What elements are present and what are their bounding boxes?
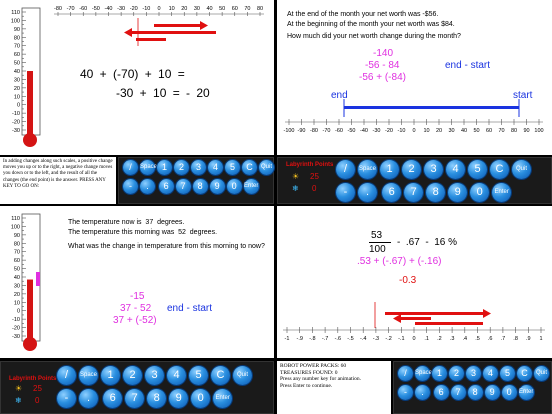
key-7[interactable]: 7 <box>404 183 423 202</box>
q4-arrow-2 <box>401 317 431 320</box>
q1-arrow-2-head <box>124 28 132 37</box>
thermo-tick-label: 40 <box>13 275 20 281</box>
q1-mercury <box>27 71 33 136</box>
key-9[interactable]: 9 <box>210 179 225 194</box>
key-6[interactable]: 6 <box>103 389 122 408</box>
key-1[interactable]: 1 <box>101 366 120 385</box>
thermo-tick-label: 100 <box>10 18 20 25</box>
key-0[interactable]: 0 <box>191 389 210 408</box>
q2-start-label: start <box>513 90 533 101</box>
key-4[interactable]: 4 <box>446 160 465 179</box>
q1-scale-tick-label: 80 <box>256 6 264 12</box>
q2-number-line <box>277 95 552 155</box>
axis-tick-label: .6 <box>487 336 493 342</box>
q1-scale-tick-label: -60 <box>79 6 88 12</box>
key-space[interactable]: Space <box>140 160 155 175</box>
axis-tick-label: 0 <box>412 336 416 342</box>
key-0[interactable]: 0 <box>470 183 489 202</box>
thermo-tick-label: 40 <box>13 69 20 75</box>
axis-tick-label: 90 <box>523 128 530 134</box>
thermo-tick-label: -20 <box>12 325 20 332</box>
key-8[interactable]: 8 <box>468 385 483 400</box>
key-6[interactable]: 6 <box>382 183 401 202</box>
thermo-tick-label: -20 <box>12 119 20 126</box>
q3-answer-1: -15 <box>130 291 145 302</box>
key-3[interactable]: 3 <box>424 160 443 179</box>
labyrinth-title: Labyrinth Points <box>286 162 334 168</box>
q1-scale-tick-label: -30 <box>117 6 126 12</box>
key-minus[interactable]: - <box>336 183 355 202</box>
key-3[interactable]: 3 <box>191 160 206 175</box>
axis-tick-label: 0 <box>412 128 416 134</box>
key-dot[interactable]: . <box>415 385 430 400</box>
q3-change-marker <box>36 272 40 286</box>
labyrinth-zero-2: 0 <box>35 396 40 405</box>
axis-tick-label: -.8 <box>309 336 316 342</box>
q1-scale-tick-label: -20 <box>129 6 138 12</box>
key-8[interactable]: 8 <box>426 183 445 202</box>
q4-expression-rest: - .67 - 16 % <box>397 237 458 248</box>
q1-scale-tick-label: -50 <box>91 6 100 12</box>
thermo-tick-label: 30 <box>13 283 20 290</box>
thermo-tick-label: -30 <box>12 334 20 340</box>
axis-tick-label: -.9 <box>296 336 303 342</box>
snowflake-icon-2: ❄ <box>15 396 22 405</box>
key-quit[interactable]: Quit <box>233 366 252 385</box>
q1-arrow-2 <box>132 31 216 34</box>
axis-tick-label: .9 <box>526 336 531 342</box>
key-6[interactable]: 6 <box>434 385 449 400</box>
axis-tick-label: -30 <box>372 128 381 134</box>
sun-icon: ☀ <box>292 172 300 181</box>
key-slash[interactable]: / <box>336 160 355 179</box>
key-slash[interactable]: / <box>57 366 76 385</box>
axis-tick-label: -80 <box>310 128 318 134</box>
key-enter[interactable]: Enter <box>519 385 534 400</box>
q1-scale-tick-label: -80 <box>54 6 62 12</box>
thermo-tick-label: 10 <box>13 300 20 307</box>
thermo-tick-label: 30 <box>13 77 20 84</box>
q4-fraction-denominator: 100 <box>369 244 386 255</box>
key-quit[interactable]: Quit <box>534 366 549 381</box>
key-8[interactable]: 8 <box>147 389 166 408</box>
key-7[interactable]: 7 <box>176 179 191 194</box>
key-c[interactable]: C <box>242 160 257 175</box>
key-2[interactable]: 2 <box>402 160 421 179</box>
thermo-tick-label: 10 <box>13 94 20 101</box>
key-quit[interactable]: Quit <box>512 160 531 179</box>
q1-scale-tick-label: -70 <box>66 6 75 12</box>
key-minus[interactable]: - <box>398 385 413 400</box>
q1-scale-tick-label: 10 <box>168 6 175 12</box>
thermo-tick-label: 20 <box>13 85 20 92</box>
thermo-tick-label: 50 <box>13 266 20 273</box>
q4-result: -0.3 <box>399 275 417 286</box>
key-5[interactable]: 5 <box>225 160 240 175</box>
q3-answer-3: 37 + (-52) <box>113 315 157 326</box>
key-space[interactable]: Space <box>79 366 98 385</box>
key-c[interactable]: C <box>517 366 532 381</box>
key-enter[interactable]: Enter <box>492 183 511 202</box>
axis-tick-label: -50 <box>347 128 356 134</box>
key-4[interactable]: 4 <box>208 160 223 175</box>
key-2[interactable]: 2 <box>123 366 142 385</box>
q1-scale-tick-label: -10 <box>142 6 151 12</box>
q3-bulb <box>23 337 37 351</box>
axis-tick-label: -20 <box>385 128 393 134</box>
axis-tick-label: 40 <box>460 128 468 134</box>
q3-answer-2: 37 - 52 <box>120 303 152 314</box>
q2-answer-3: -56 + (-84) <box>359 72 406 83</box>
axis-tick-label: -.1 <box>398 336 405 342</box>
key-dot[interactable]: . <box>358 183 377 202</box>
key-space[interactable]: Space <box>415 366 430 381</box>
key-4[interactable]: 4 <box>483 366 498 381</box>
key-space[interactable]: Space <box>358 160 377 179</box>
key-5[interactable]: 5 <box>468 160 487 179</box>
key-7[interactable]: 7 <box>125 389 144 408</box>
key-slash[interactable]: / <box>123 160 138 175</box>
axis-tick-label: 60 <box>485 128 493 134</box>
thermo-tick-label: 0 <box>16 102 20 109</box>
q2-line-1: At the end of the month your net worth was -$56. <box>287 11 439 18</box>
q1-thermometer <box>2 0 42 155</box>
q4-answer: .53 + (-.67) + (-.16) <box>357 256 442 267</box>
thermo-tick-label: -10 <box>12 317 20 324</box>
q4-arrow-1-head <box>483 309 491 318</box>
key-enter[interactable]: Enter <box>213 389 232 408</box>
axis-tick-label: -90 <box>297 128 306 134</box>
thermo-tick-label: 100 <box>10 224 20 231</box>
key-9[interactable]: 9 <box>485 385 500 400</box>
q3-hint: end - start <box>167 303 213 314</box>
key-4[interactable]: 4 <box>167 366 186 385</box>
q4-arrow-3 <box>415 322 483 325</box>
q1-arrow-1 <box>154 24 200 27</box>
q4-panel <box>277 206 552 358</box>
sun-icon-2: ☀ <box>15 384 23 393</box>
thermo-tick-label: 90 <box>13 232 20 239</box>
axis-tick-label: 50 <box>473 128 480 134</box>
axis-tick-label: .8 <box>513 336 518 342</box>
q1-panel <box>0 0 274 155</box>
keypad-1 <box>118 157 274 204</box>
key-slash[interactable]: / <box>398 366 413 381</box>
q1-scale-tick-label: 20 <box>181 6 188 12</box>
q4-arrow-1 <box>385 312 483 315</box>
q1-number-scale <box>44 0 274 50</box>
axis-tick-label: 30 <box>448 128 455 134</box>
key-8[interactable]: 8 <box>193 179 208 194</box>
axis-tick-label: -.7 <box>321 336 329 342</box>
q2-span-bar <box>344 106 519 109</box>
q1-scale-tick-label: -40 <box>104 6 113 12</box>
q3-line-2: The temperature this morning was 52 degrees. <box>68 229 218 236</box>
key-0[interactable]: 0 <box>502 385 517 400</box>
axis-tick-label: 100 <box>534 128 544 134</box>
status-animation-hint: Press any number key for animation. <box>280 376 361 383</box>
thermo-tick-label: 110 <box>11 216 20 222</box>
axis-tick-label: 10 <box>423 128 430 134</box>
keypad-2 <box>277 157 552 204</box>
q4-number-line <box>277 298 552 358</box>
key-c[interactable]: C <box>490 160 509 179</box>
axis-tick-label: 80 <box>510 128 518 134</box>
thermo-tick-label: 70 <box>13 43 20 50</box>
axis-tick-label: .3 <box>449 336 455 342</box>
q2-answer-2: -56 - 84 <box>365 60 400 71</box>
key-c[interactable]: C <box>211 366 230 385</box>
key-2[interactable]: 2 <box>174 160 189 175</box>
key-3[interactable]: 3 <box>145 366 164 385</box>
labyrinth-zero: 0 <box>312 184 317 193</box>
axis-tick-label: -70 <box>322 128 331 134</box>
axis-tick-label: .2 <box>437 336 442 342</box>
thermo-tick-label: 110 <box>11 10 20 16</box>
status-power-packs: ROBOT POWER PACKS: 60 <box>280 363 347 369</box>
key-dot[interactable]: . <box>79 389 98 408</box>
axis-tick-label: -.4 <box>359 336 367 342</box>
key-5[interactable]: 5 <box>189 366 208 385</box>
q4-fraction-bar <box>369 242 391 243</box>
key-5[interactable]: 5 <box>500 366 515 381</box>
thermo-tick-label: 80 <box>13 241 20 248</box>
thermo-tick-label: 20 <box>13 291 20 298</box>
key-9[interactable]: 9 <box>448 183 467 202</box>
key-1[interactable]: 1 <box>432 366 447 381</box>
key-6[interactable]: 6 <box>159 179 174 194</box>
keypad-4 <box>393 361 552 414</box>
axis-tick-label: 20 <box>435 128 443 134</box>
q2-line-2: At the beginning of the month your net worth was $84. <box>287 21 455 28</box>
thermo-tick-label: 60 <box>13 52 20 59</box>
axis-tick-label: -.2 <box>385 336 392 342</box>
axis-tick-label: -1 <box>284 336 290 342</box>
q3-question: What was the change in temperature from this morning to now? <box>68 243 265 250</box>
snowflake-icon: ❄ <box>292 184 299 193</box>
key-1[interactable]: 1 <box>380 160 399 179</box>
status-box <box>277 361 391 414</box>
axis-tick-label: -.3 <box>372 336 380 342</box>
q4-fraction-numerator: 53 <box>371 230 383 241</box>
thermo-tick-label: 70 <box>13 249 20 256</box>
labyrinth-points-2: 25 <box>33 384 42 393</box>
q1-scale-tick-label: 70 <box>244 6 251 12</box>
key-minus[interactable]: - <box>123 179 138 194</box>
q2-answer-1: -140 <box>373 48 394 59</box>
thermo-tick-label: 50 <box>13 60 20 67</box>
thermo-tick-label: 0 <box>16 308 20 315</box>
q3-panel <box>0 206 274 358</box>
q1-arrow-1-head <box>200 21 208 30</box>
thermo-tick-label: 80 <box>13 35 20 42</box>
axis-tick-label: -60 <box>335 128 343 134</box>
q1-expression-1: 40 + (-70) + 10 = <box>80 67 185 81</box>
q3-mercury <box>27 280 33 342</box>
q2-hint: end - start <box>445 60 491 71</box>
key-2[interactable]: 2 <box>449 366 464 381</box>
axis-tick-label: -.5 <box>347 336 354 342</box>
axis-tick-label: .5 <box>475 336 480 342</box>
help-text: In adding changes along such scales, a positive change moves you up or to the right, a negative change moves you down or to the left, and the result of all the changes (the end point) is the answer. PRESS ANY KEY TO GO ON: <box>0 157 116 204</box>
key-7[interactable]: 7 <box>451 385 466 400</box>
q3-line-1: The temperature now is 37 degrees. <box>68 219 185 226</box>
q1-arrow-3 <box>136 38 166 41</box>
axis-tick-label: .1 <box>424 336 429 342</box>
keypad-3 <box>0 361 274 414</box>
thermo-tick-label: -10 <box>12 111 20 118</box>
q1-scale-tick-label: 60 <box>231 6 238 12</box>
key-minus[interactable]: - <box>57 389 76 408</box>
q2-panel <box>277 0 552 155</box>
axis-tick-label: -40 <box>360 128 368 134</box>
q1-scale-tick-label: 40 <box>206 6 213 12</box>
key-dot[interactable]: . <box>140 179 155 194</box>
key-quit[interactable]: Quit <box>259 160 274 175</box>
axis-tick-label: .4 <box>462 336 468 342</box>
key-0[interactable]: 0 <box>227 179 242 194</box>
axis-tick-label: -.6 <box>334 336 342 342</box>
axis-tick-label: -100 <box>283 128 295 134</box>
axis-tick-label: 70 <box>498 128 505 134</box>
thermo-tick-label: 60 <box>13 258 20 265</box>
key-enter[interactable]: Enter <box>244 179 259 194</box>
axis-tick-label: -10 <box>397 128 406 134</box>
q1-bulb <box>23 133 37 147</box>
q2-question: How much did your net worth change during the month? <box>287 33 461 40</box>
labyrinth-points: 25 <box>310 172 319 181</box>
key-3[interactable]: 3 <box>466 366 481 381</box>
status-continue-hint: Press Enter to continue. <box>280 382 333 389</box>
q2-end-label: end <box>331 90 348 101</box>
q1-expression-2: -30 + 10 = - 20 <box>116 86 210 100</box>
labyrinth-title-2: Labyrinth Points <box>9 376 57 382</box>
thermo-tick-label: -30 <box>12 128 20 134</box>
axis-tick-label: .7 <box>500 336 506 342</box>
key-1[interactable]: 1 <box>157 160 172 175</box>
q1-scale-tick-label: 30 <box>193 6 200 12</box>
status-treasures: TREASURES FOUND: 0 <box>280 369 338 376</box>
thermo-tick-label: 90 <box>13 26 20 33</box>
q1-scale-tick-label: 0 <box>157 6 161 12</box>
axis-tick-label: 1 <box>539 336 543 342</box>
q4-arrow-2-head <box>393 314 401 323</box>
q1-scale-tick-label: 50 <box>219 6 226 12</box>
key-9[interactable]: 9 <box>169 389 188 408</box>
